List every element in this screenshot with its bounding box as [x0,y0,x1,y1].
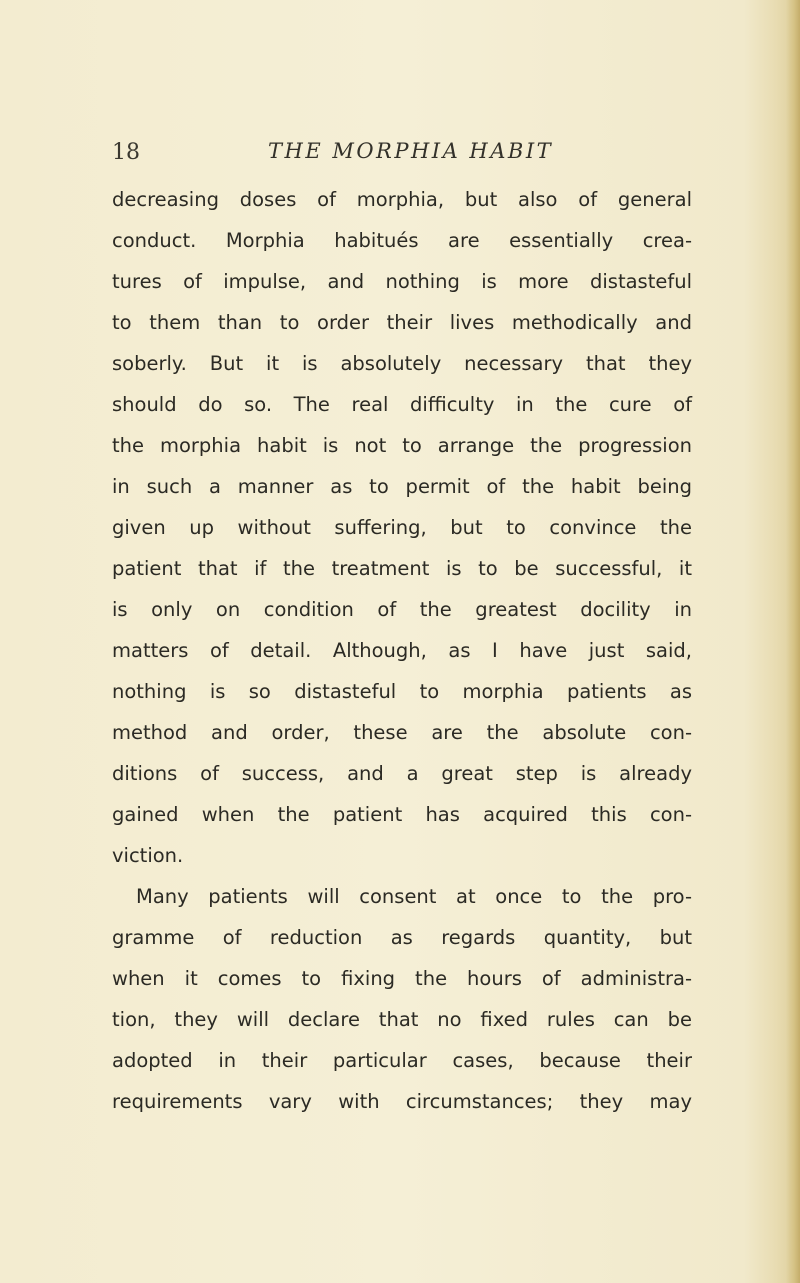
text-line: to them than to order their lives methodically and [112,311,692,334]
text-line: gained when the patient has acquired this con- [112,803,692,826]
text-line: soberly. But it is absolutely necessary that they [112,352,692,375]
paragraph-first-line: Many patients will consent at once to the pro- [136,885,692,908]
text-line: conduct. Morphia habitués are essentially crea- [112,229,692,252]
text-line: tures of impulse, and nothing is more distasteful [112,270,692,293]
page-edge-shadow [786,0,800,1283]
text-line: patient that if the treatment is to be successful, it [112,557,692,580]
page-number: 18 [112,140,140,165]
text-line: ditions of success, and a great step is already [112,762,692,785]
text-line: the morphia habit is not to arrange the progression [112,434,692,457]
running-title: THE MORPHIA HABIT [268,139,554,163]
text-line: gramme of reduction as regards quantity, but [112,926,692,949]
text-line: method and order, these are the absolute con- [112,721,692,744]
page-header [112,140,692,172]
text-line: matters of detail. Although, as I have just said, [112,639,692,662]
text-line: requirements vary with circumstances; they may [112,1090,692,1113]
text-line: nothing is so distasteful to morphia patients as [112,680,692,703]
text-line: is only on condition of the greatest docility in [112,598,692,621]
text-line: tion, they will declare that no fixed rules can be [112,1008,692,1031]
text-line: should do so. The real difficulty in the cure of [112,393,692,416]
text-line: in such a manner as to permit of the habit being [112,475,692,498]
text-line: when it comes to fixing the hours of administra- [112,967,692,990]
text-line: viction. [112,844,184,867]
text-line: decreasing doses of morphia, but also of general [112,188,692,211]
text-line: given up without suffering, but to convince the [112,516,692,539]
text-line: adopted in their particular cases, because their [112,1049,692,1072]
body-text [112,179,692,1122]
